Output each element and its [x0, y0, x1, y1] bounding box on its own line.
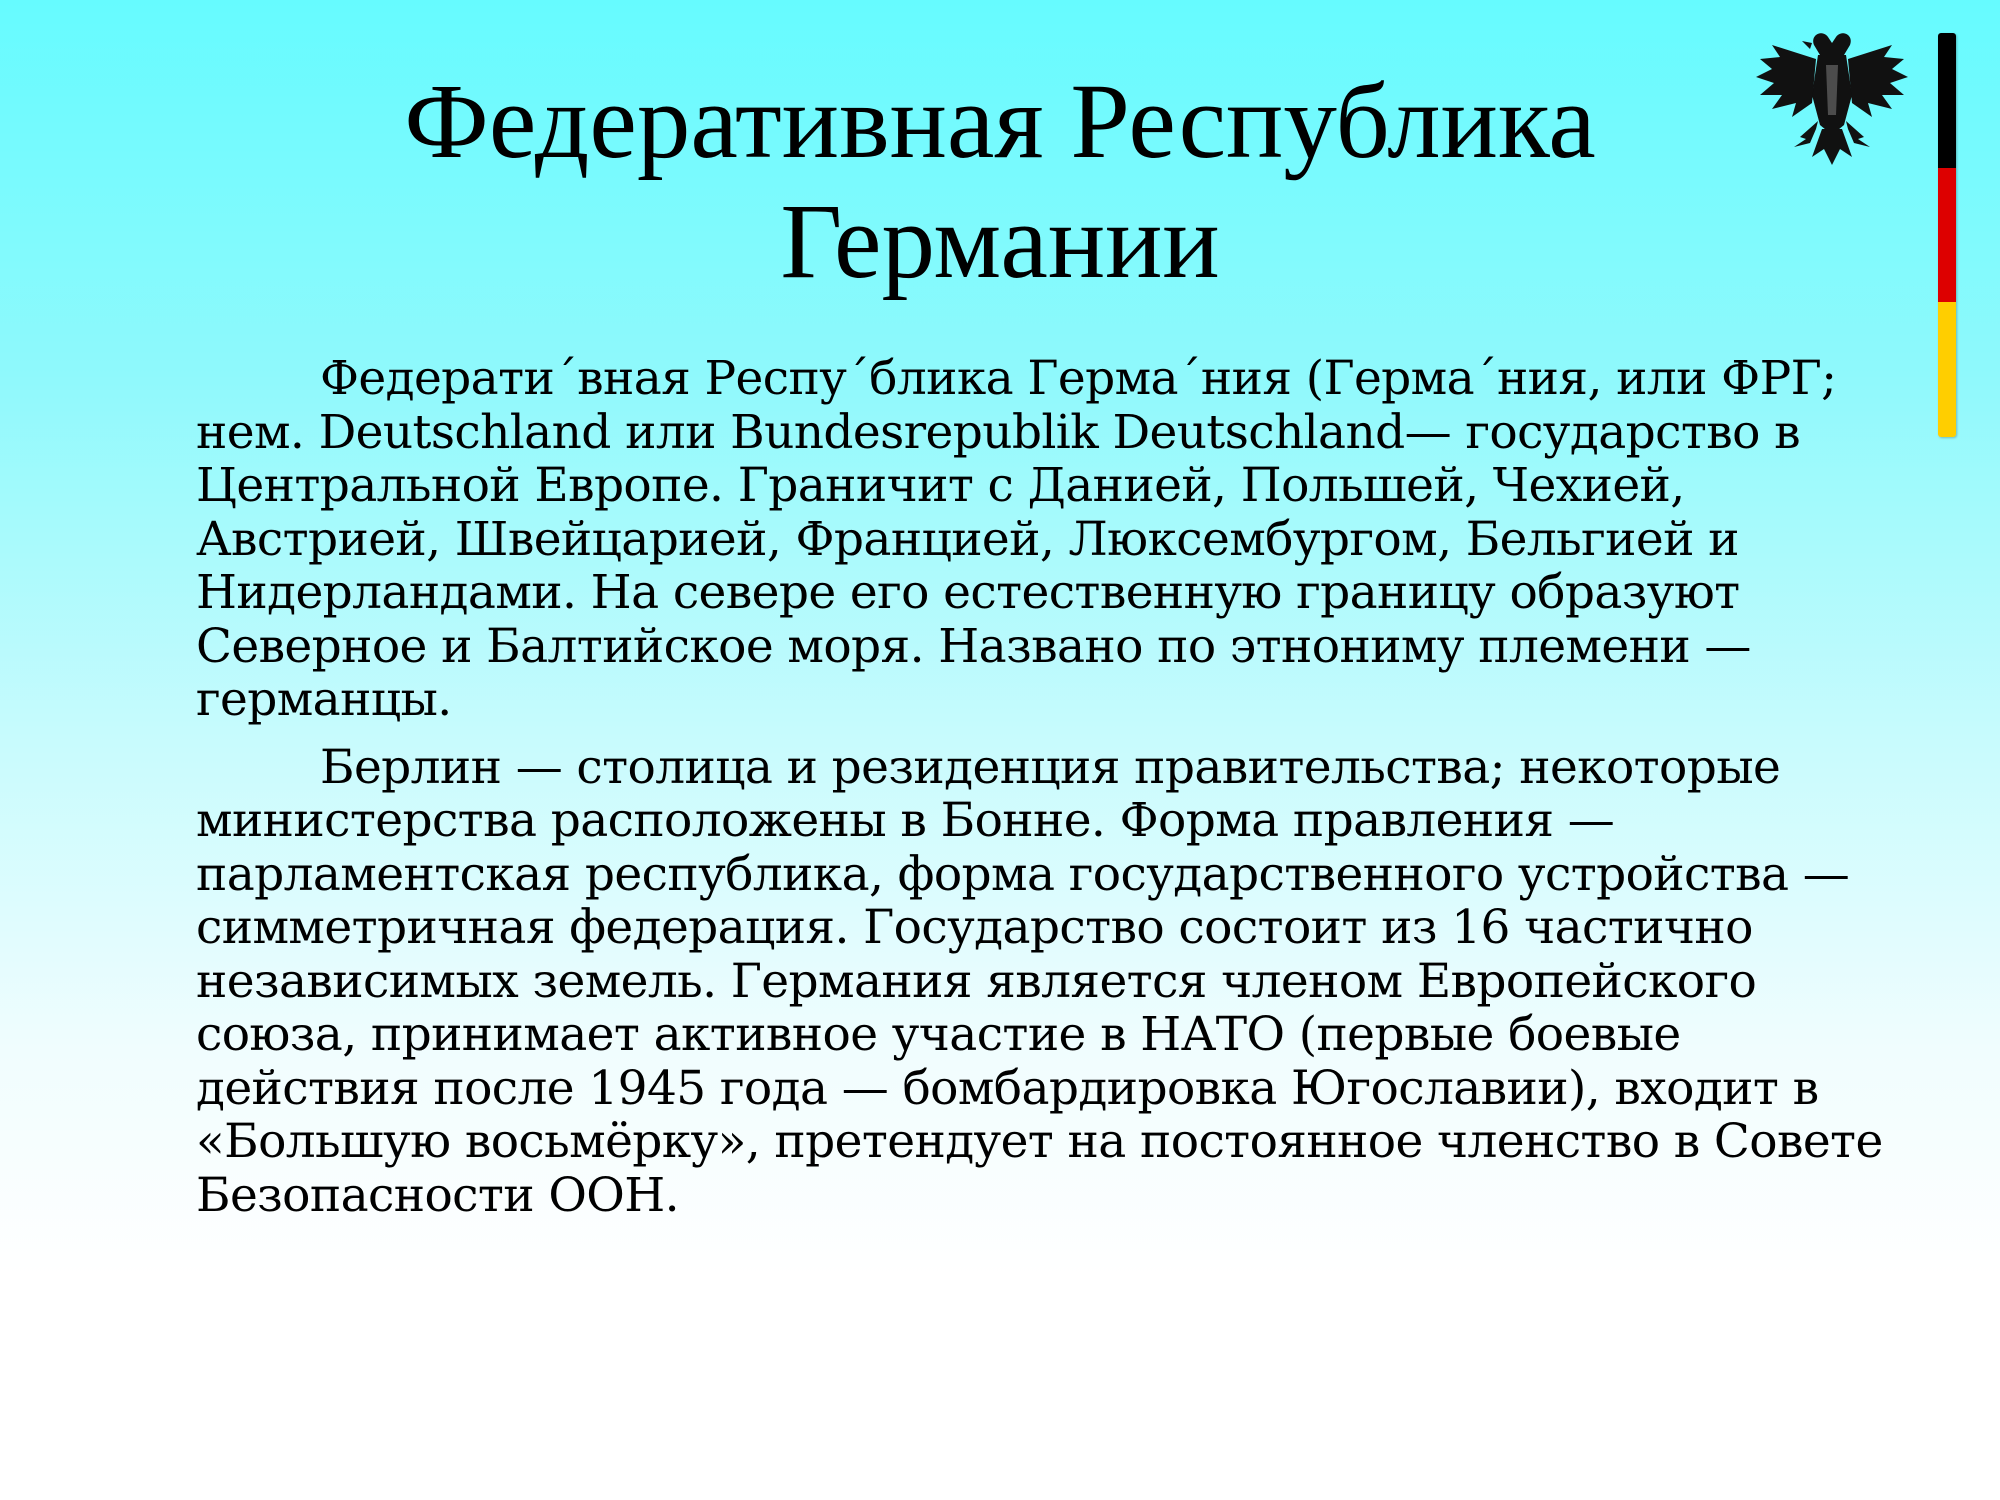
paragraph-intro: Федерати´вная Респу´блика Герма´ния (Герма´ния, или ФРГ; нем. Deutschland или Bundesrepublik Deutschland— государство в Центральной Европе. Граничит с Данией, Польшей, Чехией, Австрией, Швейцарией, Францией, Люксембургом, Бельгией и Нидерландами. На севере его естественную границу образуют Северное и Балтийское моря. Названо по этнониму племени — германцы.	[196, 351, 1837, 727]
slide-title: Федеративная Республика Германии	[404, 63, 1596, 301]
eagle-emblem-icon	[1752, 25, 1912, 175]
paragraph-capital: Берлин — столица и резиденция правительства; некоторые министерства расположены в Бонне. Форма правления — парламентская республика, форма государственного устройства — симметричная федерация. Государство состоит из 16 частично независимых земель. Германия является членом Европейского союза, принимает активное участие в НАТО (первые боевые действия после 1945 года — бомбардировка Югославии), входит в «Большую восьмёрку», претендует на постоянное членство в Совете Безопасности ООН.	[196, 739, 1883, 1223]
german-flag-stripe-icon	[1938, 33, 1956, 437]
slide-body	[196, 352, 1896, 1236]
